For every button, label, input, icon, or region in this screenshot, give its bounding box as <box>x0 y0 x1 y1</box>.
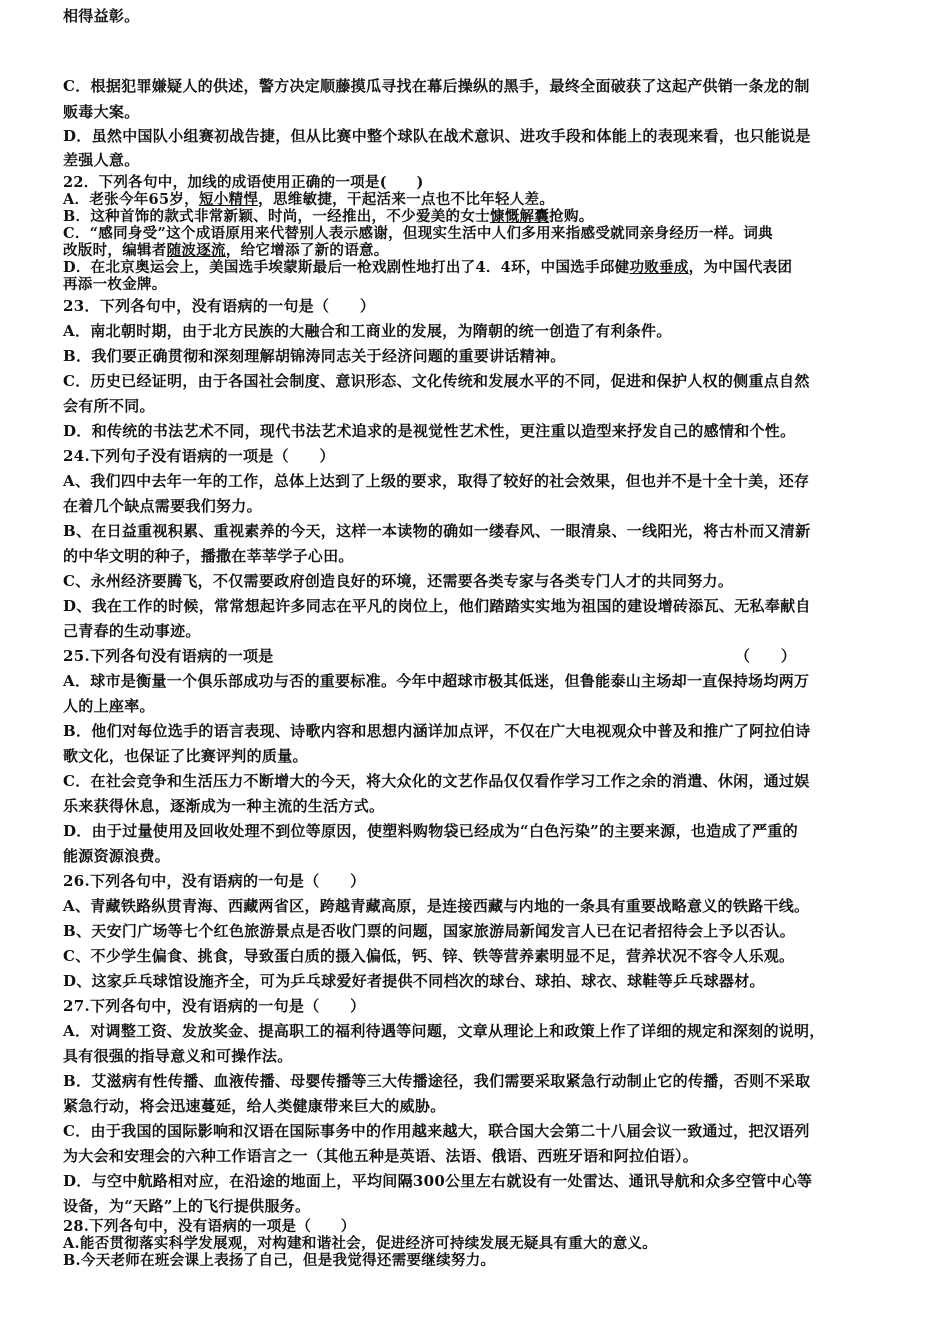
question-28-stem: 28.下列各句中，没有语病的一项是（ ） <box>63 1218 356 1235</box>
question-25-option-c: C．在社会竞争和生活压力不断增大的今天，将大众化的文艺作品仅仅看作学习工作之余的消遣、休闲，通过娱 <box>63 772 810 790</box>
question-27-option-b: B．艾滋病有性传播、血液传播、母婴传播等三大传播途径，我们需要采取紧急行动制止它的传播，否则不采取 <box>63 1072 811 1090</box>
question-27-option-d: D．与空中航路相对应，在沿途的地面上，平均间隔300公里左右就设有一处雷达、通讯导航和众多空管中心等 <box>63 1172 813 1190</box>
question-25-option-a: A．球市是衡量一个俱乐部成功与否的重要标准。今年中超球市极其低迷，但鲁能泰山主场却一直保持场均两万 <box>63 672 810 690</box>
text-span: 改版时，编辑者 <box>63 242 167 259</box>
text-line: 相得益彰。 <box>63 7 140 25</box>
question-24-option-d-cont: 己青春的生动事迹。 <box>63 622 201 640</box>
question-22-option-b <box>63 208 594 225</box>
question-23-option-b: B．我们要正确贯彻和深刻理解胡锦涛同志关于经济问题的重要讲话精神。 <box>63 347 566 365</box>
question-23-option-a: A．南北朝时期，由于北方民族的大融合和工商业的发展，为隋朝的统一创造了有利条件。 <box>63 322 672 340</box>
question-25-option-b-cont: 歌文化，也保证了比赛评判的质量。 <box>63 747 308 765</box>
question-22-option-a <box>63 191 554 208</box>
question-27-option-c: C．由于我国的国际影响和汉语在国际事务中的作用越来越大，联合国大会第二十八届会议一致通过，把汉语列 <box>63 1122 810 1140</box>
question-28-option-a: A.能否贯彻落实科学发展观，对构建和谐社会，促进经济可持续发展无疑具有重大的意义。 <box>63 1235 658 1252</box>
question-23-stem: 23．下列各句中，没有语病的一句是（ ） <box>63 297 376 315</box>
question-25-option-a-cont: 人的上座率。 <box>63 697 155 715</box>
question-23-option-c: C．历史已经证明，由于各国社会制度、意识形态、文化传统和发展水平的不同，促进和保护人权的侧重点自然 <box>63 372 810 390</box>
question-23-option-c-cont: 会有所不同。 <box>63 397 155 415</box>
question-24-option-a: A、我们四中去年一年的工作，总体上达到了上级的要求，取得了较好的社会效果，但也并不是十全十美，还存 <box>63 472 810 490</box>
question-22-option-c-cont <box>63 242 389 259</box>
question-24-option-c: C、永州经济要腾飞，不仅需要政府创造良好的环境，还需要各类专家与各类专门人才的共同努力。 <box>63 572 734 590</box>
text-span: 25.下列各句没有语病的一项是 <box>63 647 274 665</box>
underlined-idiom: 功败垂成 <box>629 259 689 276</box>
text-line: 贩毒大案。 <box>63 103 140 121</box>
question-24-stem: 24.下列句子没有语病的一项是（ ） <box>63 447 335 465</box>
question-26-option-b: B、天安门广场等七个红色旅游景点是否收门票的问题，国家旅游局新闻发言人已在记者招待会上予以否认。 <box>63 922 796 940</box>
question-22-stem: 22．下列各句中，加线的成语使用正确的一项是( ) <box>63 174 424 191</box>
text-line: C．根据犯罪嫌疑人的供述，警方决定顺藤摸瓜寻找在幕后操纵的黑手，最终全面破获了这起产供销一条龙的制 <box>63 77 810 95</box>
answer-bracket: （ ） <box>735 647 797 665</box>
text-line: 差强人意。 <box>63 151 140 169</box>
question-27-option-a-cont: 具有很强的指导意义和可操作法。 <box>63 1047 293 1065</box>
question-25-stem <box>63 646 797 666</box>
text-span: ，为中国代表团 <box>688 259 793 276</box>
text-span: A．老张今年65岁， <box>63 191 199 208</box>
question-23-option-d: D．和传统的书法艺术不同，现代书法艺术追求的是视觉性艺术性，更注重以造型来抒发自己的感情和个性。 <box>63 422 796 440</box>
text-span: 抢购。 <box>549 208 594 225</box>
question-22-option-c: C．“感同身受”这个成语原用来代替别人表示感谢，但现实生活中人们多用来指感受就同亲身经历一样。词典 <box>63 225 773 242</box>
question-28-option-b: B.今天老师在班会课上表扬了自己，但是我觉得还需要继续努力。 <box>63 1252 496 1269</box>
question-27-option-a: A．对调整工资、发放奖金、提高职工的福利待遇等问题，文章从理论上和政策上作了详细的规定和深刻的说明， <box>63 1022 825 1040</box>
question-27-stem: 27.下列各句中，没有语病的一句是（ ） <box>63 997 366 1015</box>
text-span: B．这种首饰的款式非常新颖、时尚，一经推出，不少爱美的女士 <box>63 208 490 225</box>
question-24-option-a-cont: 在着几个缺点需要我们努力。 <box>63 497 262 515</box>
question-26-stem: 26.下列各句中，没有语病的一句是（ ） <box>63 872 366 890</box>
question-22-option-d <box>63 259 792 276</box>
question-27-option-d-cont: 设备，为“天路”上的飞行提供服务。 <box>63 1197 311 1215</box>
text-span: ，思维敏捷，干起活来一点也不比年轻人差。 <box>258 191 555 208</box>
text-line: D．虽然中国队小组赛初战告捷，但从比赛中整个球队在战术意识、进攻手段和体能上的表现来看，也只能说是 <box>63 127 811 145</box>
underlined-idiom: 随波逐流 <box>166 242 226 259</box>
question-22-option-d-cont: 再添一枚金牌。 <box>63 276 167 293</box>
question-24-option-d: D、我在工作的时候，常常想起许多同志在平凡的岗位上，他们踏踏实实地为祖国的建设增砖添瓦、无私奉献自 <box>63 597 811 615</box>
text-span: ，给它增添了新的语意。 <box>225 242 389 259</box>
question-27-option-c-cont: 为大会和安理会的六种工作语言之一（其他五种是英语、法语、俄语、西班牙语和阿拉伯语）。 <box>63 1147 699 1165</box>
question-24-option-b: B、在日益重视积累、重视素养的今天，这样一本读物的确如一缕春风、一眼清泉、一线阳光，将古朴而又清新 <box>63 522 811 540</box>
question-24-option-b-cont: 的中华文明的种子，播撒在莘莘学子心田。 <box>63 547 354 565</box>
question-26-option-d: D、这家乒乓球馆设施齐全，可为乒乓球爱好者提供不同档次的球台、球拍、球衣、球鞋等乒乓球器材。 <box>63 972 765 990</box>
question-26-option-c: C、不少学生偏食、挑食，导致蛋白质的摄入偏低，钙、锌、铁等营养素明显不足，营养状况不容令人乐观。 <box>63 947 795 965</box>
question-25-option-c-cont: 乐来获得休息，逐渐成为一种主流的生活方式。 <box>63 797 385 815</box>
text-span: D．在北京奥运会上，美国选手埃蒙斯最后一枪戏剧性地打出了4．4环，中国选手邱健 <box>63 259 630 276</box>
question-25-option-d: D．由于过量使用及回收处理不到位等原因，使塑料购物袋已经成为“白色污染”的主要来源，也造成了严重的 <box>63 822 798 840</box>
question-25-option-d-cont: 能源资源浪费。 <box>63 847 171 865</box>
question-26-option-a: A、青藏铁路纵贯青海、西藏两省区，跨越青藏高原，是连接西藏与内地的一条具有重要战略意义的铁路干线。 <box>63 897 810 915</box>
question-27-option-b-cont: 紧急行动，将会迅速蔓延，给人类健康带来巨大的威胁。 <box>63 1097 446 1115</box>
question-25-option-b: B．他们对每位选手的语言表现、诗歌内容和思想内涵详加点评，不仅在广大电视观众中普及和推广了阿拉伯诗 <box>63 722 811 740</box>
underlined-idiom: 慷慨解囊 <box>489 208 550 225</box>
underlined-idiom: 短小精悍 <box>198 191 259 208</box>
